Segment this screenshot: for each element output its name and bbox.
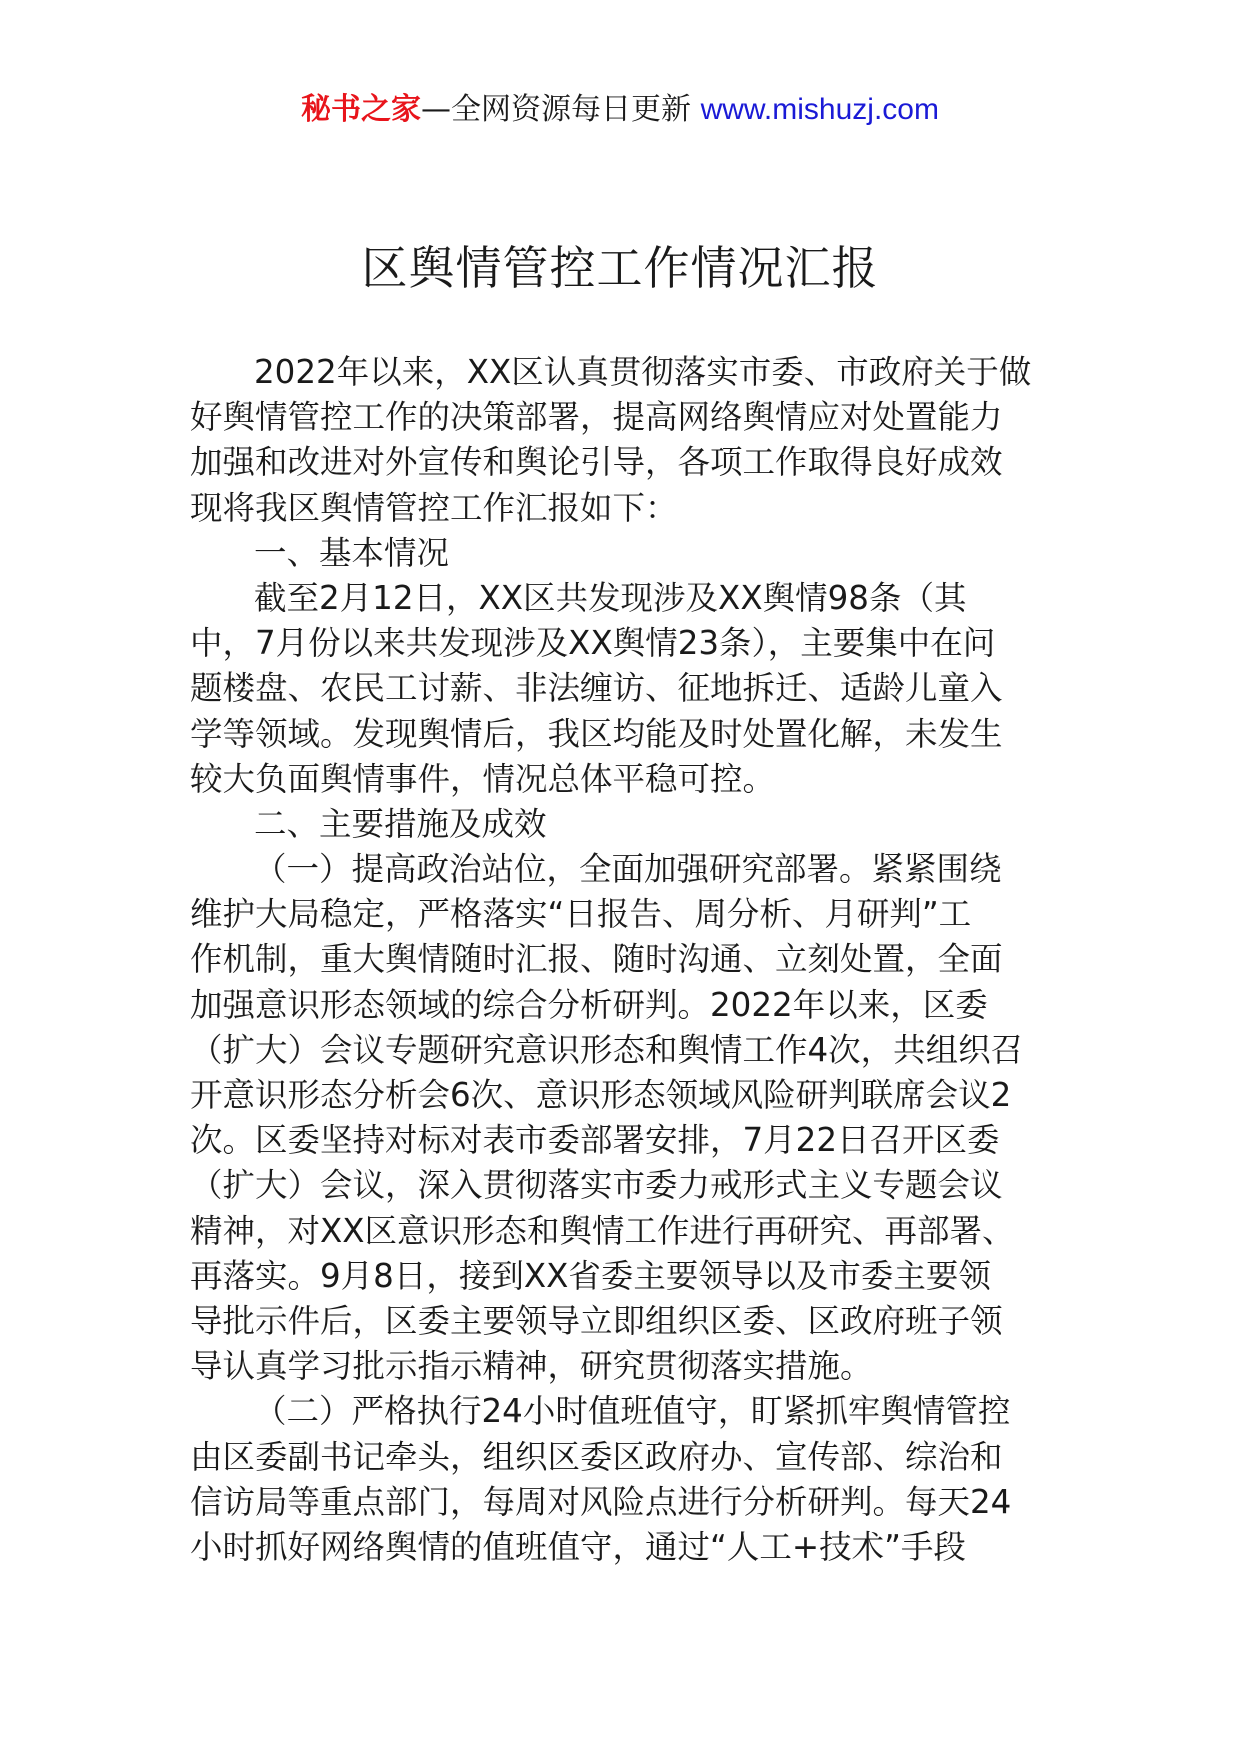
paragraph-line: 中，7月份以来共发现涉及XX舆情23条），主要集中在问	[190, 624, 996, 663]
paragraph-line: （二）严格执行24小时值班值守，盯紧抓牢舆情管控	[254, 1392, 1011, 1431]
section-heading: 二、主要措施及成效	[254, 804, 547, 843]
header-tagline: —全网资源每日更新	[421, 92, 701, 127]
paragraph-line: 加强意识形态领域的综合分析研判。2022年以来，区委	[190, 985, 988, 1024]
paragraph-line: 维护大局稳定，严格落实“日报告、周分析、月研判”工	[190, 895, 972, 934]
section-heading: 一、基本情况	[254, 533, 450, 572]
document-body	[190, 350, 1070, 1570]
paragraph-line: 好舆情管控工作的决策部署，提高网络舆情应对处置能力	[190, 398, 1003, 437]
paragraph-line: 截至2月12日，XX区共发现涉及XX舆情98条（其	[254, 578, 967, 617]
paragraph-line: 开意识形态分析会6次、意识形态领域风险研判联席会议2	[190, 1076, 1012, 1114]
paragraph-line: 学等领域。发现舆情后，我区均能及时处置化解，未发生	[190, 714, 1003, 753]
document-title: 区舆情管控工作情况汇报	[361, 241, 879, 295]
paragraph-line: 加强和改进对外宣传和舆论引导，各项工作取得良好成效	[190, 443, 1003, 482]
paragraph-line: 导批示件后，区委主要领导立即组织区委、区政府班子领	[190, 1301, 1003, 1340]
paragraph-line: 作机制，重大舆情随时汇报、随时沟通、立刻处置，全面	[190, 940, 1003, 979]
paragraph-line: 次。区委坚持对标对表市委部署安排，7月22日召开区委	[190, 1121, 1000, 1160]
paragraph-line: 由区委副书记牵头，组织区委区政府办、宣传部、综治和	[190, 1437, 1003, 1476]
paragraph-line: 小时抓好网络舆情的值班值守，通过“人工+技术”手段	[190, 1527, 966, 1566]
paragraph-line: 现将我区舆情管控工作汇报如下：	[190, 488, 678, 527]
paragraph-line: 精神，对XX区意识形态和舆情工作进行再研究、再部署、	[190, 1211, 1015, 1250]
paragraph-line: 题楼盘、农民工讨薪、非法缠访、征地拆迁、适龄儿童入	[190, 669, 1003, 708]
paragraph-line: （一）提高政治站位，全面加强研究部署。紧紧围绕	[254, 850, 1002, 889]
paragraph-line: 较大负面舆情事件，情况总体平稳可控。	[190, 759, 776, 798]
site-url-link[interactable]: www.mishuzj.com	[700, 93, 939, 126]
site-header	[0, 88, 1240, 132]
paragraph-line: 再落实。9月8日，接到XX省委主要领导以及市委主要领	[190, 1256, 991, 1295]
paragraph-line: 2022年以来，XX区认真贯彻落实市委、市政府关于做	[254, 353, 1032, 391]
paragraph-line: 信访局等重点部门，每周对风险点进行分析研判。每天24	[190, 1482, 1012, 1521]
paragraph-line: 导认真学习批示指示精神，研究贯彻落实措施。	[190, 1347, 873, 1386]
paragraph-line: （扩大）会议专题研究意识形态和舆情工作4次，共组织召	[190, 1030, 1024, 1069]
paragraph-line: （扩大）会议，深入贯彻落实市委力戒形式主义专题会议	[190, 1166, 1003, 1205]
brand-name: 秘书之家	[301, 92, 422, 127]
